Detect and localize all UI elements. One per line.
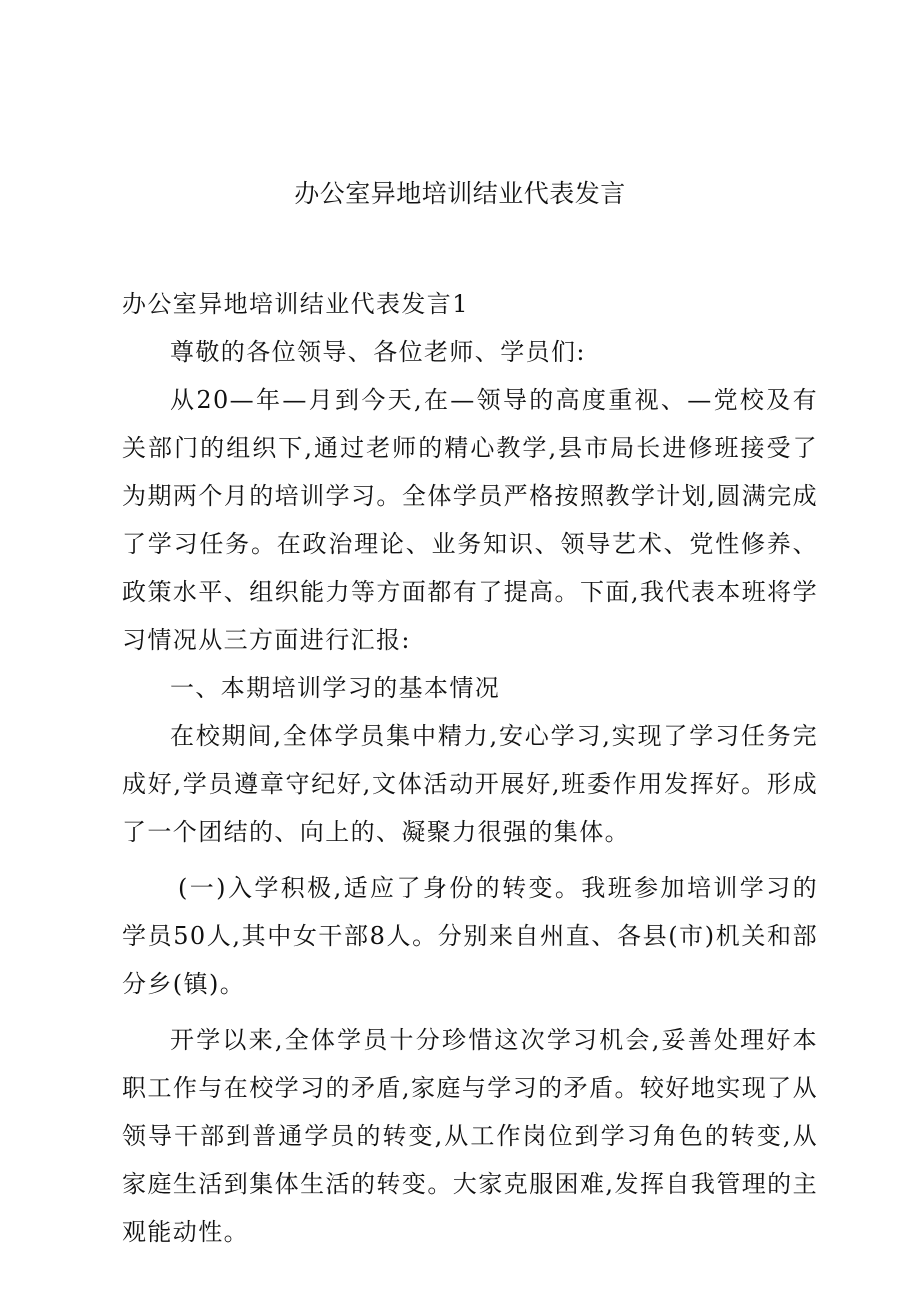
- section-one-paragraph: 在校期间,全体学员集中精力,安心学习,实现了学习任务完成好,学员遵章守纪好,文体活动开展好,班委作用发挥好。形成了一个团结的、向上的、凝聚力很强的集体。: [122, 722, 818, 846]
- intro-paragraph: 从20—年—月到今天,在—领导的高度重视、—党校及有关部门的组织下,通过老师的精心教学,县市局长进修班接受了为期两个月的培训学习。全体学员严格按照教学计划,圆满完成了学习任务。在政治理论、业务知识、领导艺术、党性修养、政策水平、组织能力等方面都有了提高。下面,我代表本班将学习情况从三方面进行汇报:: [122, 386, 818, 654]
- closing-paragraph: 开学以来,全体学员十分珍惜这次学习机会,妥善处理好本职工作与在校学习的矛盾,家庭与学习的矛盾。较好地实现了从领导干部到普通学员的转变,从工作岗位到学习角色的转变,从家庭生活到集体生活的转变。大家克服困难,发挥自我管理的主观能动性。: [122, 1026, 818, 1246]
- document-body: [122, 280, 818, 1256]
- section-one-heading: 一、本期培训学习的基本情况: [170, 674, 501, 702]
- salutation: 尊敬的各位领导、各位老师、学员们:: [170, 338, 586, 366]
- subsection-one-paragraph: (一)入学积极,适应了身份的转变。我班参加培训学习的学员50人,其中女干部8人。分别来自州直、各县(市)机关和部分乡(镇)。: [122, 874, 818, 998]
- document-title: 办公室异地培训结业代表发言: [294, 179, 626, 208]
- section-heading: 办公室异地培训结业代表发言1: [122, 290, 469, 318]
